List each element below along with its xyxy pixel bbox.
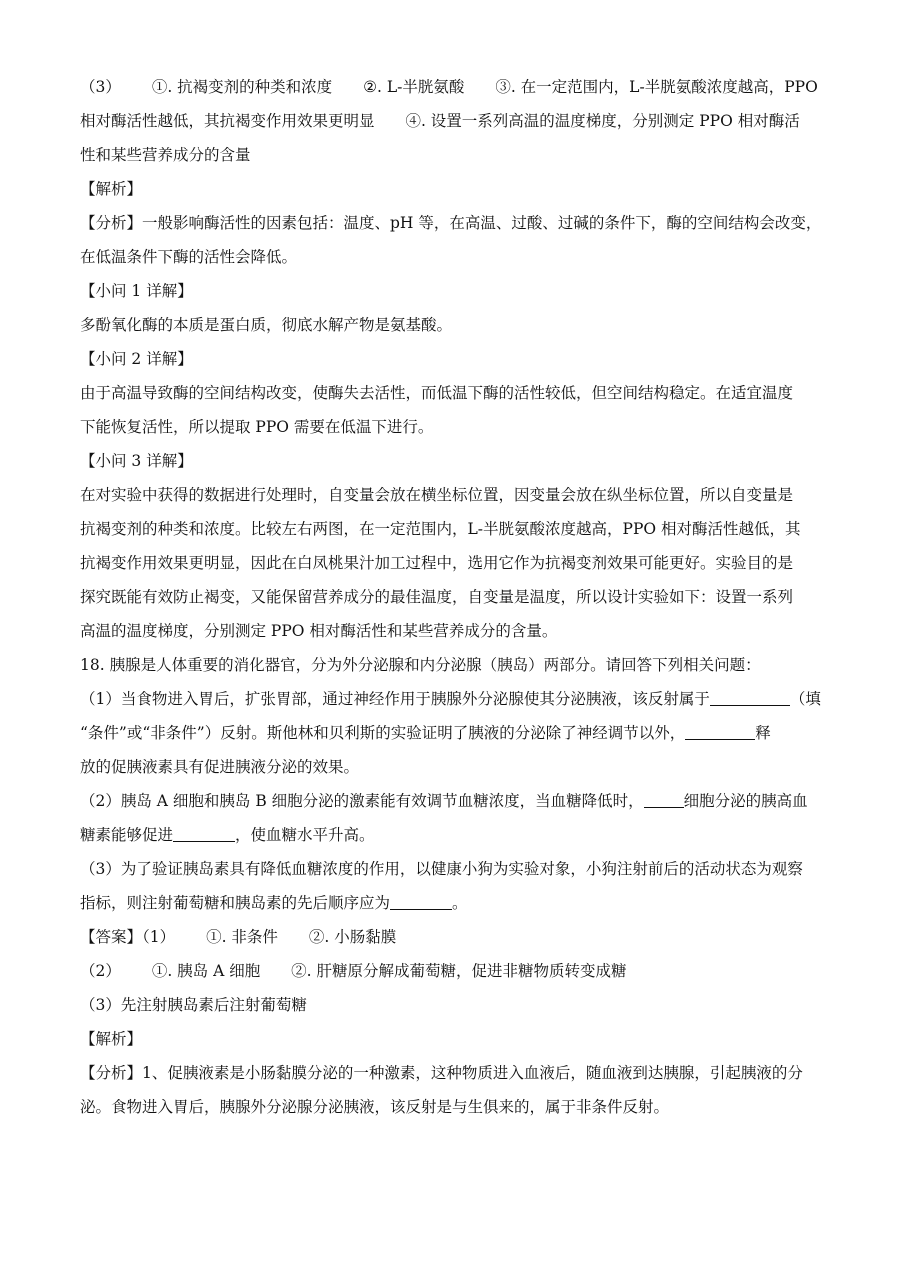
subquestion-3-text: 高温的温度梯度，分别测定 PPO 相对酶活性和某些营养成分的含量。: [80, 622, 558, 640]
question-18-stem: 18. 胰腺是人体重要的消化器官，分为外分泌腺和内分泌腺（胰岛）两部分。请回答下列相关问题：: [80, 656, 761, 674]
question-text: 。: [452, 894, 468, 912]
answer-17-3-line-3: 性和某些营养成分的含量: [80, 146, 251, 164]
subquestion-2-heading: 【小问 2 详解】: [80, 350, 193, 368]
answer-number: （3）: [80, 78, 121, 96]
answer-18-3: （3）先注射胰岛素后注射葡萄糖: [80, 996, 307, 1014]
answer-blank: [710, 689, 790, 706]
question-text: 糖素能够促进: [80, 826, 174, 844]
answer-blank: [685, 723, 755, 740]
question-18-1-line-2: [80, 716, 824, 750]
question-text: （1）当食物进入胃后，扩张胃部，通过神经作用于胰腺外分泌腺使其分泌胰液，该反射属于: [80, 690, 710, 708]
subquestion-2-text: 由于高温导致酶的空间结构改变，使酶失去活性，而低温下酶的活性较低，但空间结构稳定。在适宜温度: [80, 384, 794, 402]
answer-18-2: [80, 954, 824, 988]
subquestion-3-heading: 【小问 3 详解】: [80, 452, 193, 470]
question-text: ，使血糖水平升高。: [235, 826, 375, 844]
answer-option-2: ②. L-半胱氨酸: [363, 78, 465, 96]
answer-17-3-line-2: [80, 104, 824, 138]
question-18-2-line-1: [80, 784, 824, 818]
jiexi-heading: 【解析】: [80, 1030, 143, 1048]
analysis-line: 【分析】1、促胰液素是小肠黏膜分泌的一种激素，这种物质进入血液后，随血液到达胰腺，引起胰液的分: [80, 1064, 803, 1082]
answer-option-4: ④. 设置一系列高温的温度梯度，分别测定 PPO 相对酶活: [405, 112, 800, 130]
question-text: 细胞分泌的胰高血: [683, 792, 808, 810]
question-18-1-line-3: 放的促胰液素具有促进胰液分泌的效果。: [80, 758, 360, 776]
document-page: [80, 70, 824, 1124]
subquestion-1-heading: 【小问 1 详解】: [80, 282, 193, 300]
answer-blank: [390, 893, 452, 910]
analysis-line: 在低温条件下酶的活性会降低。: [80, 248, 298, 266]
jiexi-heading: 【解析】: [80, 180, 143, 198]
answer-blank: [173, 825, 235, 842]
answer-option-1: ①. 非条件: [206, 928, 278, 946]
subquestion-3-text: 抗褐变剂的种类和浓度。比较左右两图，在一定范围内，L-半胱氨酸浓度越高，PPO 相对酶活性越低，其: [80, 520, 801, 538]
answer-option-3-cont: 相对酶活性越低，其抗褐变作用效果更明显: [80, 112, 375, 130]
answer-option-3: ③. 在一定范围内，L-半胱氨酸浓度越高，PPO: [495, 78, 818, 96]
answer-option-1: ①. 抗褐变剂的种类和浓度: [151, 78, 333, 96]
question-text: “条件”或“非条件”）反射。斯他林和贝利斯的实验证明了胰液的分泌除了神经调节以外，: [80, 724, 686, 742]
question-text: （填: [789, 690, 821, 708]
answer-17-3-line-1: [80, 70, 824, 104]
answer-option-2: ②. 肝糖原分解成葡萄糖，促进非糖物质转变成糖: [291, 962, 627, 980]
answer-blank: [644, 791, 684, 808]
analysis-line: 泌。食物进入胃后，胰腺外分泌腺分泌胰液，该反射是与生俱来的，属于非条件反射。: [80, 1098, 670, 1116]
question-18-2-line-2: [80, 818, 824, 852]
analysis-line: 【分析】一般影响酶活性的因素包括：温度、pH 等，在高温、过酸、过碱的条件下，酶的空间结构会改变，: [80, 214, 822, 232]
question-18-3-line-1: （3）为了验证胰岛素具有降低血糖浓度的作用，以健康小狗为实验对象，小狗注射前后的活动状态为观察: [80, 860, 803, 878]
answer-option-2: ②. 小肠黏膜: [308, 928, 397, 946]
question-text: 指标，则注射葡萄糖和胰岛素的先后顺序应为: [80, 894, 391, 912]
question-text: （2）胰岛 A 细胞和胰岛 B 细胞分泌的激素能有效调节血糖浓度，当血糖降低时，: [80, 792, 644, 810]
subquestion-3-text: 探究既能有效防止褐变，又能保留营养成分的最佳温度，自变量是温度，所以设计实验如下：设置一系列: [80, 588, 794, 606]
question-18-3-line-2: [80, 886, 824, 920]
question-18-1-line-1: [80, 682, 824, 716]
subquestion-3-text: 抗褐变作用效果更明显，因此在白凤桃果汁加工过程中，选用它作为抗褐变剂效果可能更好。实验目的是: [80, 554, 794, 572]
subquestion-2-text: 下能恢复活性，所以提取 PPO 需要在低温下进行。: [80, 418, 434, 436]
subquestion-1-text: 多酚氧化酶的本质是蛋白质，彻底水解产物是氨基酸。: [80, 316, 453, 334]
answer-18-1: [80, 920, 824, 954]
subquestion-3-text: 在对实验中获得的数据进行处理时，自变量会放在横坐标位置，因变量会放在纵坐标位置，所以自变量是: [80, 486, 794, 504]
answer-number: （2）: [80, 962, 121, 980]
answer-option-1: ①. 胰岛 A 细胞: [151, 962, 261, 980]
question-text: 释: [755, 724, 771, 742]
answer-heading: 【答案】（1）: [80, 928, 176, 946]
